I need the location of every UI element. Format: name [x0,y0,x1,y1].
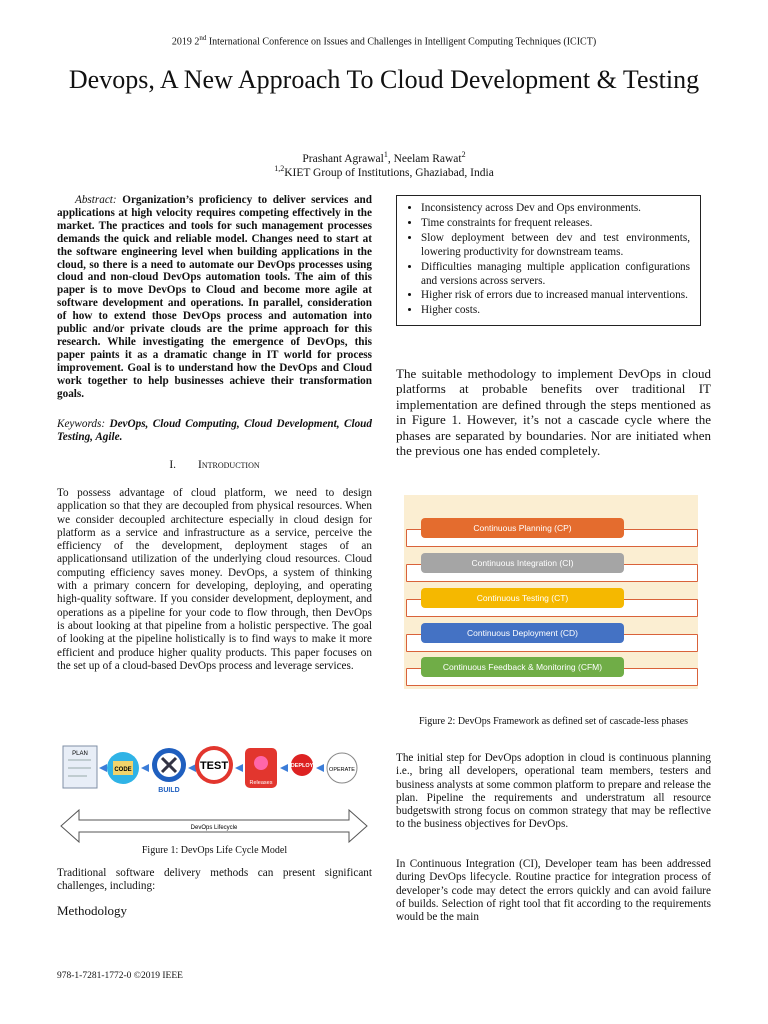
operate-label: OPERATE [329,767,355,773]
author-list: Prashant Agrawal$^1$, Neelam Rawat$^2$ [302,150,466,165]
arrow-label: DevOps Lifecycle [190,825,238,831]
phase-continuous-feedback: Continuous Feedback & Monitoring (CFM) [421,657,624,677]
traditional-paragraph: Traditional software delivery methods can present significant challenges, including: [57,867,372,893]
challenges-list [403,202,690,318]
copyright-footer: 978-1-7281-1772-0 ©2019 IEEE [57,971,183,981]
releases-icon [245,748,277,788]
abstract-label: Abstract: [75,194,117,206]
keywords-label: Keywords: [57,418,106,430]
continuous-planning-paragraph: The initial step for DevOps adoption in cloud is continuous planning i.e., bring all developers, operational team members, testers and business analysts at some common platform to prepare and release the plan. Pipeline the requirements and understratum all resource budgetswith strong focus on common strategy that may be reflective to the business objectives for DevOps. [396,752,711,831]
continuous-integration-paragraph: In Continuous Integration (CI), Developer team has been addressed during DevOps lifecycle. Routine practice for integration process of developer’s code may detect the errors quickly and can avoid failure of builds. Selection of right tool that fit according to the requirements would be the main [396,858,711,924]
section-heading-introduction: I. Introduction [169,459,260,471]
figure-2-caption: Figure 2: DevOps Framework as defined set of cascade-less phases [418,716,689,727]
methodology-paragraph: The suitable methodology to implement DevOps in cloud platforms at probable benefits over traditional IT implementation are defined through the steps mentioned as in Figure 1. However, it’s not a cascade cycle where the phases are separated by boundaries. Nor are initiated when the previous one has ended completely. [396,366,711,459]
paper-title: Devops, A New Approach To Cloud Development & Testing [68,65,700,94]
figure-2-framework [404,495,698,689]
affiliation: $^{1,2}$KIET Group of Institutions, Ghaziabad, India [274,164,494,179]
abstract [57,194,372,401]
phase-continuous-deployment: Continuous Deployment (CD) [421,623,624,643]
build-label: BUILD [158,787,180,794]
list-item: • Higher risk of errors due to increased manual interventions. [421,289,690,303]
plan-label: PLAN [72,751,88,757]
list-item: • Difficulties managing multiple application configurations and versions across servers. [421,261,690,289]
conference-header: 2019 2nd International Conference on Issues and Challenges in Intelligent Computing Techniques (ICICT) [171,34,597,48]
list-item: • Slow deployment between dev and test environments, lowering productivity for downstream teams. [421,232,690,260]
phase-continuous-planning: Continuous Planning (CP) [421,518,624,538]
test-label: TEST [199,760,229,772]
deploy-icon [291,754,314,776]
list-item: • Inconsistency across Dev and Ops environments. [421,202,690,216]
keywords [57,418,372,444]
introduction-paragraph: To possess advantage of cloud platform, we need to design application so that they are decoupled from physical resources. When we consider decoupled architecture especially in cloud design for platform as a service and infrastructure as a service, perceive the efficiency of the development, deployment stages of an applicationsand utilization of the underlying cloud resources. Cloud computing efficiency saves money. DevOps, a system of thinking with a primary concern for developing, deploying, and operating high-quality software. If you consider development, deployment, and operations as a pipeline for your code to flow through, then DevOps is about looking at that pipeline from a holistic perspective. The goal of looking at the pipeline holistically is to find ways to make it more efficient and produce higher quality products. This paper focuses on the set up of a cloud-based DevOps process and leverage services. [57,487,372,672]
plan-icon [63,746,97,788]
list-item: • Time constraints for frequent releases. [421,217,690,231]
lifecycle-arrow [61,810,367,842]
figure-1-lifecycle [57,738,372,848]
challenges-box [396,195,701,326]
keywords-text: DevOps, Cloud Computing, Cloud Development, Cloud Testing, Agile. [57,418,372,443]
methodology-heading: Methodology [57,903,128,918]
code-icon [107,752,139,784]
deploy-label: DEPLOY [290,763,314,769]
list-item: • Higher costs. [421,304,690,318]
lifecycle-diagram [57,738,372,848]
phase-continuous-testing: Continuous Testing (CT) [421,588,624,608]
releases-label: Releases [249,780,273,786]
code-label: CODE [114,767,132,773]
phase-continuous-integration: Continuous Integration (CI) [421,553,624,573]
operate-icon [327,753,357,783]
abstract-text: Organization’s proficiency to deliver services and applications at high velocity requires competing effectively in the market. The practices and tools for such management processes demands the quick and reliable model. Changes need to start at the software engineering level when building applications in the cloud, so there is a need to automate our DevOps processes using cloud and non-cloud DevOps automation tools. The aim of this paper is to move DevOps to Cloud and become more agile at software development and operations. In parallel, consideration of how to extend those DevOps process and automation into public and/or private clouds are the prime approach for this research. While investigating the emergence of DevOps, this paper paints it as a dramatic change in IT world for process improvement. Goal is to understand how the DevOps and Cloud work together to help businesses achieve their transformation goals. [57,194,372,400]
figure-1-caption: Figure 1: DevOps Life Cycle Model [141,845,288,856]
test-icon [195,746,233,784]
build-icon [152,748,186,794]
